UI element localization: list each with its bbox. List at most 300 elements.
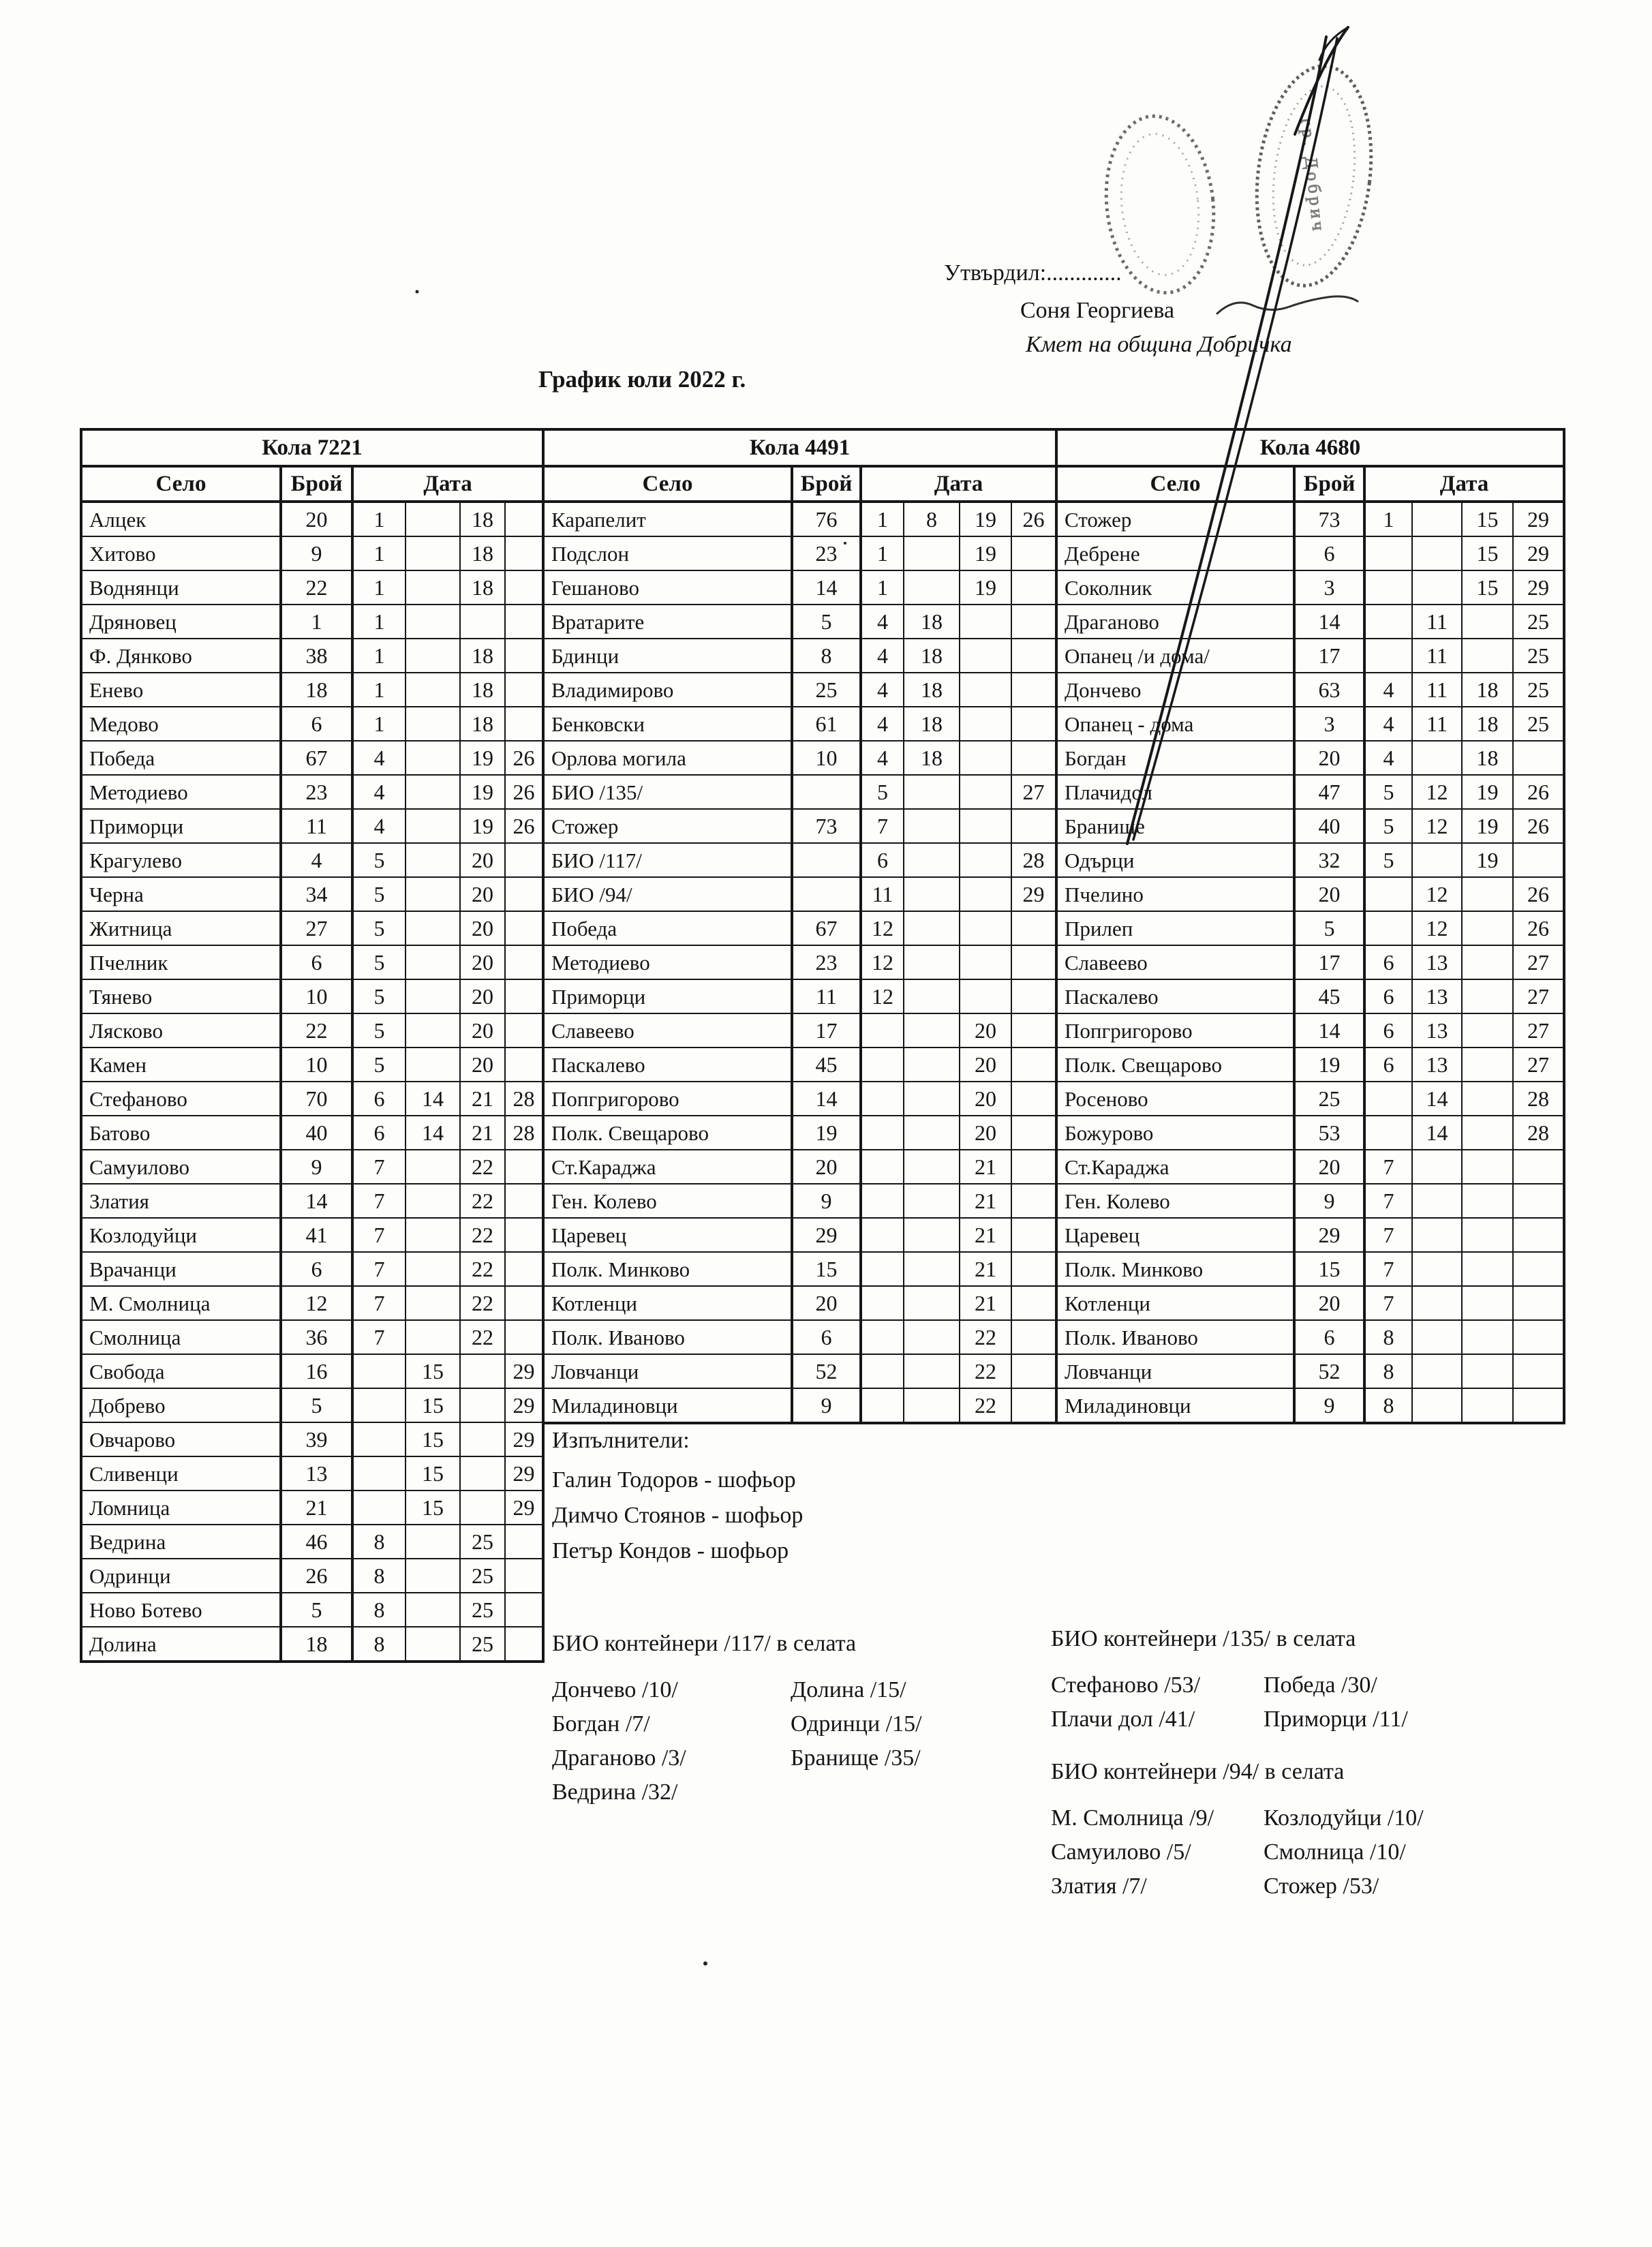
date-header: Дата (1364, 466, 1564, 502)
executor-name: Димчо Стоянов - шофьор (552, 1503, 804, 1528)
count-cell: 6 (1294, 536, 1364, 570)
date-cell (1412, 1354, 1462, 1388)
count-cell: 45 (792, 1048, 861, 1082)
date-cell: 20 (960, 1048, 1011, 1082)
date-cell (1462, 877, 1513, 911)
bio-item-right: Козлодуйци /10/ (1264, 1805, 1424, 1831)
date-cell: 7 (861, 809, 904, 843)
count-cell: 17 (1294, 639, 1364, 673)
date-cell (960, 843, 1011, 877)
date-cell: 25 (460, 1525, 505, 1559)
table-row (543, 1116, 1056, 1150)
date-cell: 11 (1412, 673, 1462, 707)
date-cell: 28 (505, 1116, 543, 1150)
village-cell: Прилеп (1056, 911, 1294, 945)
date-cell (1462, 1048, 1513, 1082)
date-cell (460, 605, 505, 639)
date-cell (1462, 1184, 1513, 1218)
count-cell: 14 (792, 1082, 861, 1116)
date-cell: 19 (960, 536, 1011, 570)
date-cell (1513, 843, 1564, 877)
table-row (543, 1048, 1056, 1082)
village-cell: Драганово (1056, 605, 1294, 639)
date-cell (1412, 1388, 1462, 1423)
date-cell: 15 (1462, 570, 1513, 605)
date-cell (1011, 707, 1056, 741)
count-cell: 27 (281, 911, 352, 945)
count-cell: 16 (281, 1354, 352, 1388)
table-row (1056, 1116, 1564, 1150)
date-cell (1011, 1252, 1056, 1286)
date-cell (1462, 1116, 1513, 1150)
village-cell: Дряновец (81, 605, 281, 639)
date-cell: 20 (960, 1116, 1011, 1150)
date-cell (505, 1525, 543, 1559)
date-cell (406, 775, 460, 809)
date-cell (1513, 1184, 1564, 1218)
count-cell: 8 (792, 639, 861, 673)
date-cell (960, 673, 1011, 707)
date-cell (861, 1116, 904, 1150)
date-cell (861, 1218, 904, 1252)
date-cell (1011, 1184, 1056, 1218)
date-cell (1462, 1320, 1513, 1354)
date-cell: 6 (861, 843, 904, 877)
village-cell: Полк. Минково (1056, 1252, 1294, 1286)
date-cell: 4 (861, 673, 904, 707)
date-cell: 25 (460, 1627, 505, 1662)
date-cell: 18 (1462, 673, 1513, 707)
table-row (81, 809, 543, 843)
date-cell (406, 1593, 460, 1627)
table-row (543, 1082, 1056, 1116)
date-cell (505, 1593, 543, 1627)
date-cell: 12 (1412, 809, 1462, 843)
table-row (81, 1422, 543, 1456)
table-row (81, 1184, 543, 1218)
date-cell: 21 (460, 1082, 505, 1116)
date-cell (460, 1456, 505, 1491)
date-cell: 18 (904, 605, 960, 639)
executors-title: Изпълнители: (552, 1428, 690, 1453)
date-cell (505, 979, 543, 1013)
date-cell: 25 (1513, 639, 1564, 673)
date-cell: 4 (1364, 673, 1412, 707)
date-cell: 29 (1011, 877, 1056, 911)
table-row (81, 639, 543, 673)
date-cell: 8 (352, 1593, 406, 1627)
table-row (1056, 673, 1564, 707)
village-cell: Славеево (543, 1013, 792, 1048)
village-cell: Енево (81, 673, 281, 707)
table-row (1056, 1218, 1564, 1252)
table-row (81, 979, 543, 1013)
date-cell: 21 (960, 1218, 1011, 1252)
date-cell (1513, 1150, 1564, 1184)
count-cell: 1 (281, 605, 352, 639)
date-cell: 12 (1412, 911, 1462, 945)
date-cell: 7 (352, 1150, 406, 1184)
date-cell (1364, 911, 1412, 945)
table-row (81, 1525, 543, 1559)
village-cell: Победа (543, 911, 792, 945)
date-cell: 8 (352, 1525, 406, 1559)
table-row (543, 1252, 1056, 1286)
date-cell (406, 1525, 460, 1559)
date-cell (904, 1184, 960, 1218)
date-cell (1364, 570, 1412, 605)
table-row (1056, 775, 1564, 809)
date-cell (352, 1354, 406, 1388)
vehicle-title: Кола 4680 (1056, 429, 1564, 466)
count-cell: 53 (1294, 1116, 1364, 1150)
count-cell: 20 (792, 1286, 861, 1320)
date-cell: 15 (1462, 502, 1513, 536)
date-cell (960, 979, 1011, 1013)
table-row (1056, 1388, 1564, 1423)
date-cell (904, 570, 960, 605)
approve-label: Утвърдил:............. (944, 260, 1122, 286)
date-cell (1412, 843, 1462, 877)
date-cell: 19 (460, 741, 505, 775)
date-cell: 18 (460, 502, 505, 536)
table-row (81, 911, 543, 945)
village-cell: Долина (81, 1627, 281, 1662)
village-cell: БИО /135/ (543, 775, 792, 809)
date-cell (505, 673, 543, 707)
date-cell (406, 741, 460, 775)
date-cell (1011, 1388, 1056, 1423)
table-row (543, 605, 1056, 639)
table-row (543, 673, 1056, 707)
date-cell (1011, 911, 1056, 945)
bio-item-right: Смолница /10/ (1264, 1839, 1406, 1865)
date-cell: 8 (352, 1627, 406, 1662)
date-cell: 19 (960, 502, 1011, 536)
date-cell: 18 (904, 639, 960, 673)
table-row (81, 1354, 543, 1388)
date-cell (861, 1252, 904, 1286)
table-row (1056, 843, 1564, 877)
village-cell: Бранище (1056, 809, 1294, 843)
date-cell: 11 (1412, 605, 1462, 639)
date-cell: 18 (460, 639, 505, 673)
date-cell: 14 (1412, 1082, 1462, 1116)
count-cell: 14 (281, 1184, 352, 1218)
date-cell: 26 (1513, 775, 1564, 809)
table-row (81, 775, 543, 809)
date-cell (505, 1184, 543, 1218)
date-cell (861, 1150, 904, 1184)
date-cell (1364, 536, 1412, 570)
count-cell: 73 (792, 809, 861, 843)
date-cell (904, 945, 960, 979)
date-cell (1364, 1082, 1412, 1116)
village-cell: Методиево (81, 775, 281, 809)
village-cell: Царевец (543, 1218, 792, 1252)
village-cell: Самуилово (81, 1150, 281, 1184)
village-header: Село (543, 466, 792, 502)
date-cell: 1 (861, 502, 904, 536)
date-cell: 1 (352, 570, 406, 605)
date-cell: 18 (460, 673, 505, 707)
date-cell (505, 1559, 543, 1593)
village-cell: Котленци (543, 1286, 792, 1320)
village-cell: Росеново (1056, 1082, 1294, 1116)
table-row (81, 673, 543, 707)
vehicle-title: Кола 4491 (543, 429, 1056, 466)
date-cell (904, 1116, 960, 1150)
village-cell: Бдинци (543, 639, 792, 673)
bio-item-left: М. Смолница /9/ (1051, 1805, 1214, 1831)
date-cell: 5 (1364, 843, 1412, 877)
date-cell (861, 1013, 904, 1048)
date-cell (904, 1320, 960, 1354)
date-cell: 26 (505, 775, 543, 809)
vehicle-title-row (543, 429, 1056, 466)
date-cell (904, 1048, 960, 1082)
date-cell (1011, 673, 1056, 707)
village-cell: Гешаново (543, 570, 792, 605)
village-cell: Камен (81, 1048, 281, 1082)
date-cell (1011, 1286, 1056, 1320)
date-cell (904, 809, 960, 843)
table-row (81, 1218, 543, 1252)
village-cell: Тянево (81, 979, 281, 1013)
village-cell: БИО /117/ (543, 843, 792, 877)
date-cell (352, 1491, 406, 1525)
count-cell: 3 (1294, 707, 1364, 741)
date-cell (406, 945, 460, 979)
date-cell: 22 (960, 1388, 1011, 1423)
village-cell: Ген. Колево (1056, 1184, 1294, 1218)
table-row (543, 843, 1056, 877)
date-cell: 19 (960, 570, 1011, 605)
table-row (543, 979, 1056, 1013)
village-cell: Ст.Караджа (1056, 1150, 1294, 1184)
date-cell: 19 (460, 775, 505, 809)
count-cell: 38 (281, 639, 352, 673)
date-cell (406, 1252, 460, 1286)
date-cell: 14 (1412, 1116, 1462, 1150)
date-cell: 15 (406, 1491, 460, 1525)
date-cell (505, 911, 543, 945)
table-row (81, 1048, 543, 1082)
village-cell: Черна (81, 877, 281, 911)
count-cell (792, 843, 861, 877)
count-cell: 20 (1294, 1286, 1364, 1320)
date-cell (1011, 1320, 1056, 1354)
date-cell: 8 (904, 502, 960, 536)
table-row (1056, 1150, 1564, 1184)
bio-item-right (791, 1779, 936, 1805)
date-cell (505, 877, 543, 911)
date-cell: 27 (1513, 1013, 1564, 1048)
bio-item-left: Плачи дол /41/ (1051, 1707, 1195, 1732)
count-cell: 34 (281, 877, 352, 911)
count-cell: 19 (1294, 1048, 1364, 1082)
date-cell (904, 1354, 960, 1388)
village-cell: Ген. Колево (543, 1184, 792, 1218)
village-cell: Славеево (1056, 945, 1294, 979)
date-cell (1412, 1184, 1462, 1218)
date-cell (406, 639, 460, 673)
date-cell (960, 877, 1011, 911)
date-cell (505, 502, 543, 536)
date-cell: 1 (352, 639, 406, 673)
date-cell (1011, 1354, 1056, 1388)
village-cell: Вратарите (543, 605, 792, 639)
date-cell: 22 (460, 1320, 505, 1354)
bio-section-117 (552, 1631, 936, 1805)
date-cell: 21 (460, 1116, 505, 1150)
count-cell: 14 (1294, 605, 1364, 639)
count-cell: 9 (1294, 1388, 1364, 1423)
count-cell: 25 (1294, 1082, 1364, 1116)
count-cell: 6 (281, 707, 352, 741)
table-body (81, 502, 543, 1662)
date-cell: 11 (1412, 707, 1462, 741)
vehicle-title-row (1056, 429, 1564, 466)
date-cell: 7 (352, 1184, 406, 1218)
bio-section-135 (1051, 1626, 1422, 1732)
count-cell: 12 (281, 1286, 352, 1320)
village-cell: Врачанци (81, 1252, 281, 1286)
date-cell (406, 809, 460, 843)
date-cell (406, 1184, 460, 1218)
date-cell (960, 945, 1011, 979)
date-cell: 20 (460, 945, 505, 979)
table-row (543, 741, 1056, 775)
date-cell (505, 1627, 543, 1662)
date-cell: 11 (861, 877, 904, 911)
date-cell: 5 (1364, 775, 1412, 809)
count-cell: 20 (1294, 877, 1364, 911)
table-row (81, 1559, 543, 1593)
village-cell: Попгригорово (543, 1082, 792, 1116)
village-cell: Ловчанци (543, 1354, 792, 1388)
table-row (543, 945, 1056, 979)
village-cell: БИО /94/ (543, 877, 792, 911)
count-cell: 61 (792, 707, 861, 741)
date-cell: 12 (1412, 877, 1462, 911)
date-cell (1462, 639, 1513, 673)
date-cell: 15 (1462, 536, 1513, 570)
date-cell: 15 (406, 1422, 460, 1456)
date-cell: 27 (1513, 1048, 1564, 1082)
bio-item-left: Стефаново /53/ (1051, 1672, 1201, 1698)
village-cell: Подслон (543, 536, 792, 570)
count-cell: 5 (792, 605, 861, 639)
date-cell (406, 877, 460, 911)
date-cell (904, 843, 960, 877)
village-cell: Стожер (543, 809, 792, 843)
date-cell (1412, 502, 1462, 536)
document-title: График юли 2022 г. (538, 366, 746, 393)
date-cell: 7 (352, 1218, 406, 1252)
date-cell (1513, 1218, 1564, 1252)
village-cell: Козлодуйци (81, 1218, 281, 1252)
date-cell (505, 1150, 543, 1184)
date-cell: 25 (1513, 673, 1564, 707)
date-cell (406, 979, 460, 1013)
date-cell (505, 843, 543, 877)
date-cell: 18 (460, 707, 505, 741)
date-cell (904, 911, 960, 945)
village-cell: Хитово (81, 536, 281, 570)
village-cell: Ловчанци (1056, 1354, 1294, 1388)
table-row (1056, 741, 1564, 775)
date-cell (1011, 1116, 1056, 1150)
date-cell (1011, 639, 1056, 673)
table-row (543, 1286, 1056, 1320)
table-row (81, 1320, 543, 1354)
village-cell: Ведрина (81, 1525, 281, 1559)
date-cell (505, 1048, 543, 1082)
village-cell: Полк. Иваново (1056, 1320, 1294, 1354)
date-cell: 20 (460, 1013, 505, 1048)
date-cell (904, 775, 960, 809)
count-cell: 15 (792, 1252, 861, 1286)
table-row (543, 809, 1056, 843)
date-cell (505, 1218, 543, 1252)
vehicle-title-row (81, 429, 543, 466)
table-row (543, 911, 1056, 945)
date-cell: 19 (1462, 809, 1513, 843)
count-cell: 4 (281, 843, 352, 877)
date-cell: 20 (960, 1082, 1011, 1116)
village-cell: Полк. Иваново (543, 1320, 792, 1354)
date-cell: 15 (406, 1456, 460, 1491)
date-cell (904, 1150, 960, 1184)
date-cell (406, 605, 460, 639)
table-row (1056, 1286, 1564, 1320)
bio-item-left: Драганово /3/ (552, 1745, 686, 1771)
bio-item-right: Бранище /35/ (791, 1745, 921, 1771)
date-cell: 14 (406, 1082, 460, 1116)
village-cell: Одърци (1056, 843, 1294, 877)
village-cell: Лясково (81, 1013, 281, 1048)
date-cell: 22 (460, 1150, 505, 1184)
count-cell: 18 (281, 1627, 352, 1662)
table-body (543, 502, 1056, 1423)
date-cell: 25 (1513, 605, 1564, 639)
date-cell: 21 (960, 1252, 1011, 1286)
table-row (543, 570, 1056, 605)
village-cell: Опанец - дома (1056, 707, 1294, 741)
count-cell: 9 (281, 1150, 352, 1184)
count-cell: 46 (281, 1525, 352, 1559)
date-cell: 4 (352, 741, 406, 775)
date-cell: 21 (960, 1184, 1011, 1218)
date-cell: 5 (861, 775, 904, 809)
table-row (81, 1456, 543, 1491)
bio-item-right: Победа /30/ (1264, 1672, 1377, 1698)
date-cell (1462, 911, 1513, 945)
count-cell: 14 (1294, 1013, 1364, 1048)
date-cell (406, 1559, 460, 1593)
date-cell: 29 (1513, 570, 1564, 605)
vehicle-table (542, 428, 1058, 1424)
village-cell: Полк. Свещарово (543, 1116, 792, 1150)
village-cell: Ново Ботево (81, 1593, 281, 1627)
village-cell: Методиево (543, 945, 792, 979)
date-cell: 20 (460, 843, 505, 877)
date-cell (1011, 979, 1056, 1013)
village-cell: Ст.Караджа (543, 1150, 792, 1184)
count-cell: 52 (792, 1354, 861, 1388)
village-cell: Стефаново (81, 1082, 281, 1116)
